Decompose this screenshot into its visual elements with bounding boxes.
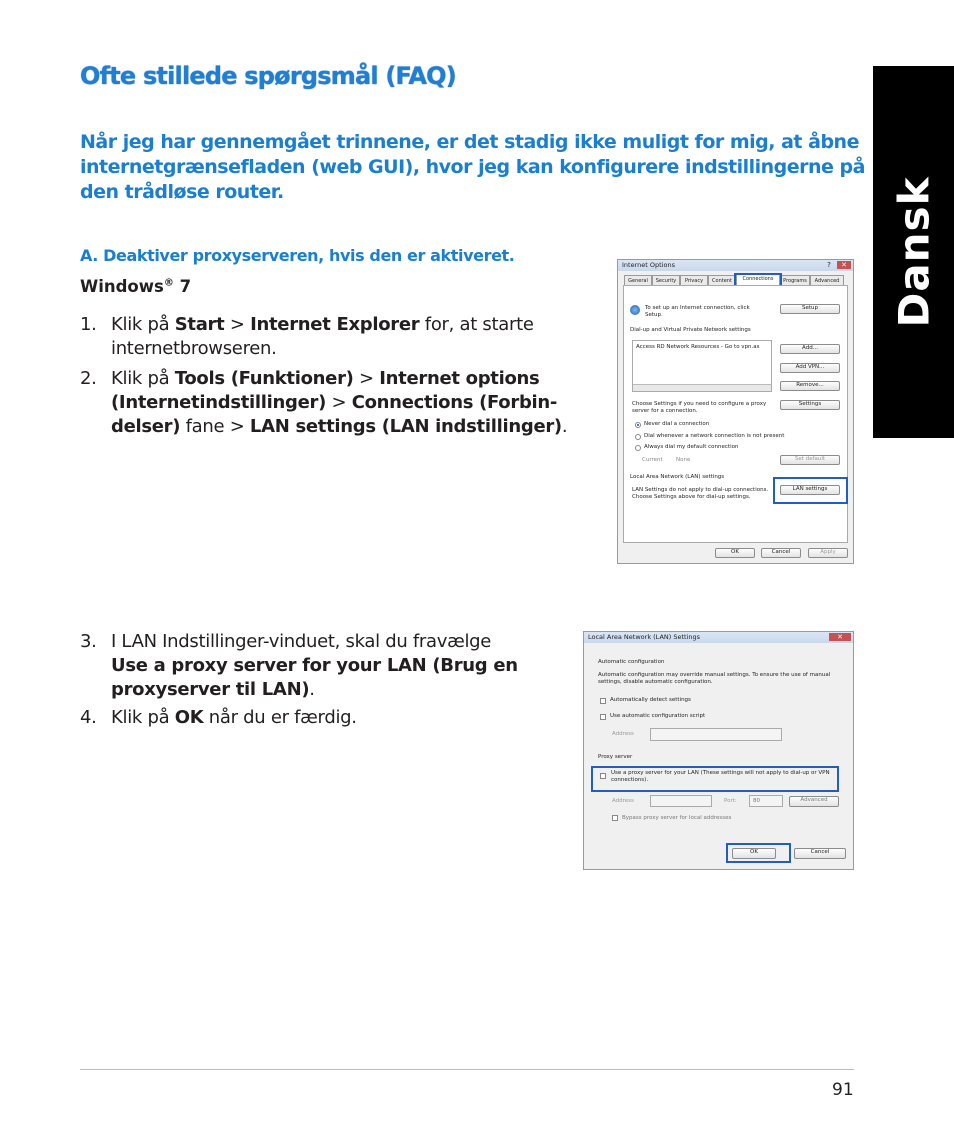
page-title: Ofte stillede spørgsmål (FAQ) (80, 62, 456, 90)
globe-icon (630, 305, 640, 315)
apply-button: Apply (808, 548, 848, 558)
add-vpn-button: Add VPN... (780, 363, 840, 373)
use-proxy-highlight (591, 766, 839, 792)
lan-settings-highlight (773, 477, 848, 504)
os-heading: Windows® 7 (80, 277, 192, 296)
setup-button: Setup (780, 304, 840, 314)
auto-script-checkbox (600, 714, 606, 720)
lan-settings-button: LAN settings (780, 485, 840, 495)
auto-detect-checkbox (600, 698, 606, 704)
dialog-title: Internet Options (618, 260, 853, 271)
step-2: 2. Klik på Tools (Funktioner) > Internet options (Internetindstillinger) > Connections (Forbin- delser) fane > LAN settings (LAN indstillinger). (80, 368, 568, 437)
section-a-heading: A. Deaktiver proxyserveren, hvis den er aktiveret. (80, 246, 515, 265)
settings-button: Settings (780, 400, 840, 410)
dialog-title: Local Area Network (LAN) Settings (584, 632, 853, 643)
ok-button: OK (715, 548, 755, 558)
script-address-field (650, 728, 782, 741)
step-1: 1. Klik på Start > Internet Explorer for, at starte internetbrowseren. (80, 314, 534, 359)
close-icon: ✕ (837, 261, 851, 269)
horizontal-scrollbar (633, 384, 771, 391)
tab-content: Content (708, 275, 736, 285)
tab-security: Security (652, 275, 680, 285)
ok-highlight (726, 843, 791, 863)
set-default-button: Set default (780, 455, 840, 465)
radio-never-dial (635, 422, 641, 428)
port-field: 80 (749, 795, 783, 807)
tab-advanced: Advanced (810, 275, 844, 285)
ok-button: OK (732, 848, 776, 859)
radio-dial-when-needed (635, 434, 641, 440)
radio-always-dial (635, 445, 641, 451)
faq-question: Når jeg har gennemgået trinnene, er det stadig ikke muligt for mig, at åbne internetgrænsefladen (web GUI), hvor jeg kan konfigurere indstillingerne på den trådløse router. (80, 131, 865, 203)
footer-rule (80, 1069, 854, 1070)
language-side-tab (873, 66, 954, 438)
lan-settings-dialog: Local Area Network (LAN) Settings ✕ Automatic configuration Automatic configuration may override manual settings. To ensure the use of manual settings, disable automatic configuration. Automatically detect settings Use automatic configuration script Address Proxy server Use a proxy server for your LAN (These settings will not apply to dial-up or VPN connections). Address Port: 80 Advanced Bypass proxy server for local addresses OK Cancel (583, 631, 854, 870)
tab-privacy: Privacy (680, 275, 708, 285)
tab-connections: Connections (736, 273, 780, 285)
step-4: 4. Klik på OK når du er færdig. (80, 707, 357, 728)
remove-button: Remove... (780, 381, 840, 391)
cancel-button: Cancel (794, 848, 846, 859)
bypass-local-checkbox (612, 815, 618, 821)
page-number: 91 (832, 1080, 854, 1100)
vpn-list: Access RD Network Resources - Go to vpn.as (632, 340, 772, 392)
tab-general: General (624, 275, 652, 285)
help-icon: ? (827, 261, 831, 269)
cancel-button: Cancel (761, 548, 801, 558)
proxy-address-field (650, 795, 712, 807)
language-label: Dansk (889, 176, 938, 328)
close-icon: ✕ (829, 633, 851, 641)
step-3: 3. I LAN Indstillinger-vinduet, skal du fravælge Use a proxy server for your LAN (Brug en proxyserver til LAN). (80, 631, 518, 700)
tab-programs: Programs (780, 275, 810, 285)
internet-options-dialog: Internet Options ? ✕ General Security Privacy Content Connections Programs Advanced To set up an Internet connection, click Setup. Setup Dial-up and Virtual Private Network settings Access RD Network Resources - Go to vpn.as Add... Add VPN... Remove... Choose Settings if you need to configure a proxy server for a connection. Settings Never dial a connection Dial whenever a network connection is not present Always dial my default connection Current None Set default Local Area Network (LAN) settings LAN Settings do not apply to dial-up connections. Choose Settings above for dial-up settings. LAN settings OK Cancel Apply (617, 259, 854, 564)
add-button: Add... (780, 344, 840, 354)
advanced-button: Advanced (789, 796, 839, 807)
